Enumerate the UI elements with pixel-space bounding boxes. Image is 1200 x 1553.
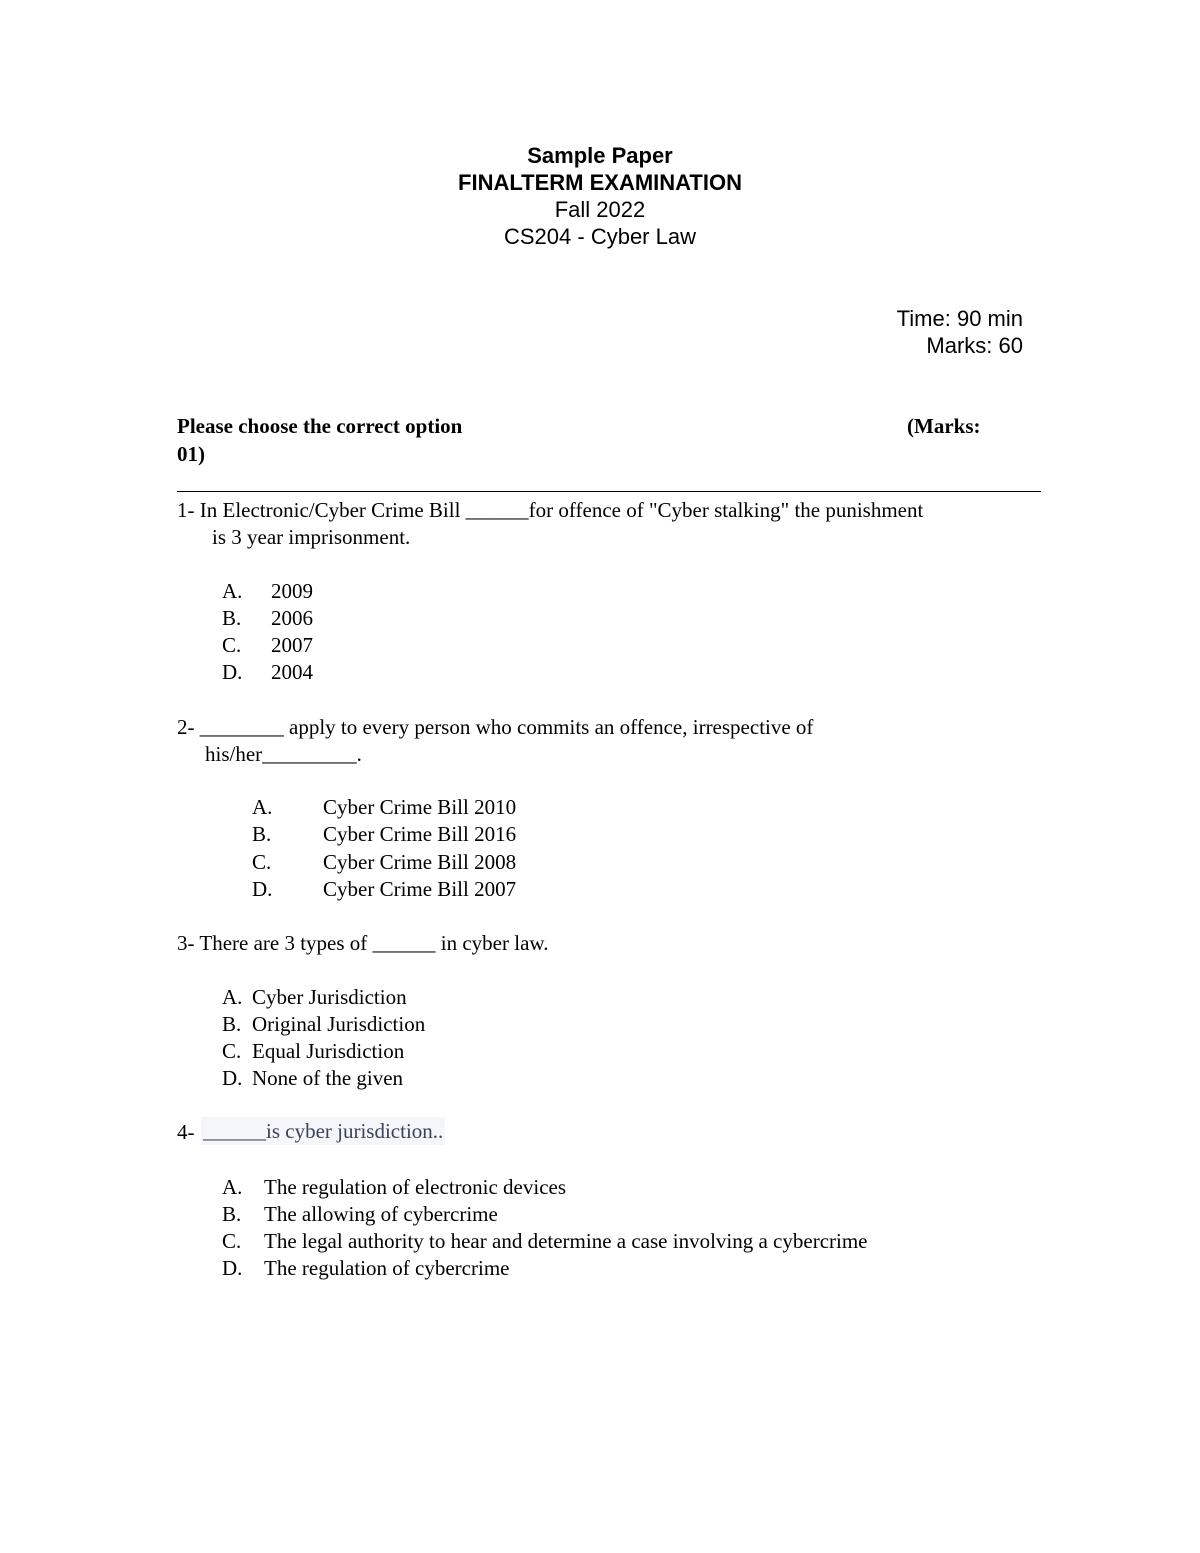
option-text: 2009 — [271, 579, 313, 603]
question-number: 4- — [177, 1120, 195, 1144]
option-letter: A. — [222, 1175, 243, 1199]
option-letter: A. — [252, 795, 273, 819]
option-letter: B. — [222, 606, 242, 630]
option-text: Cyber Crime Bill 2008 — [323, 850, 517, 874]
option-text: None of the given — [252, 1066, 404, 1090]
option-letter: C. — [222, 1229, 242, 1253]
instruction-marks-label: (Marks: — [907, 414, 981, 438]
option-text: The allowing of cybercrime — [264, 1202, 498, 1226]
option-text: 2007 — [271, 633, 313, 657]
instruction-text: Please choose the correct option — [177, 414, 463, 438]
course-heading: CS204 - Cyber Law — [504, 224, 696, 249]
option-letter: D. — [222, 1066, 243, 1090]
question-text-highlighted: ______is cyber jurisdiction.. — [203, 1119, 444, 1143]
question-text: 1- In Electronic/Cyber Crime Bill ______for offence of "Cyber stalking" the punishment — [177, 498, 924, 522]
instruction-marks-value: 01) — [177, 442, 205, 466]
question-text-continued: is 3 year imprisonment. — [212, 525, 411, 549]
option-text: The legal authority to hear and determine a case involving a cybercrime — [264, 1229, 868, 1253]
question-text-continued: his/her_________. — [205, 742, 362, 766]
option-letter: D. — [222, 1256, 243, 1280]
option-text: Cyber Crime Bill 2007 — [323, 877, 517, 901]
option-letter: D. — [252, 877, 273, 901]
total-marks: Marks: 60 — [926, 333, 1023, 358]
option-text: 2004 — [271, 660, 313, 684]
exam-title-heading: FINALTERM EXAMINATION — [458, 170, 742, 195]
option-letter: A. — [222, 985, 243, 1009]
option-text: Cyber Crime Bill 2016 — [323, 822, 517, 846]
paper-type-heading: Sample Paper — [527, 143, 673, 168]
option-text: The regulation of electronic devices — [264, 1175, 567, 1199]
option-letter: C. — [222, 1039, 242, 1063]
option-letter: C. — [252, 850, 272, 874]
option-text: Cyber Crime Bill 2010 — [323, 795, 517, 819]
time-allowed: Time: 90 min — [896, 306, 1023, 331]
option-letter: C. — [222, 633, 242, 657]
question-text: 3- There are 3 types of ______ in cyber law. — [177, 931, 549, 955]
option-text: 2006 — [271, 606, 313, 630]
option-text: The regulation of cybercrime — [264, 1256, 510, 1280]
option-text: Cyber Jurisdiction — [252, 985, 407, 1009]
section-divider — [177, 491, 1041, 492]
option-letter: B. — [222, 1202, 242, 1226]
option-text: Original Jurisdiction — [252, 1012, 426, 1036]
option-letter: A. — [222, 579, 243, 603]
option-letter: B. — [252, 822, 272, 846]
question-text: 2- ________ apply to every person who commits an offence, irrespective of — [177, 715, 814, 739]
option-text: Equal Jurisdiction — [252, 1039, 405, 1063]
option-letter: D. — [222, 660, 243, 684]
option-letter: B. — [222, 1012, 242, 1036]
term-heading: Fall 2022 — [554, 197, 646, 222]
